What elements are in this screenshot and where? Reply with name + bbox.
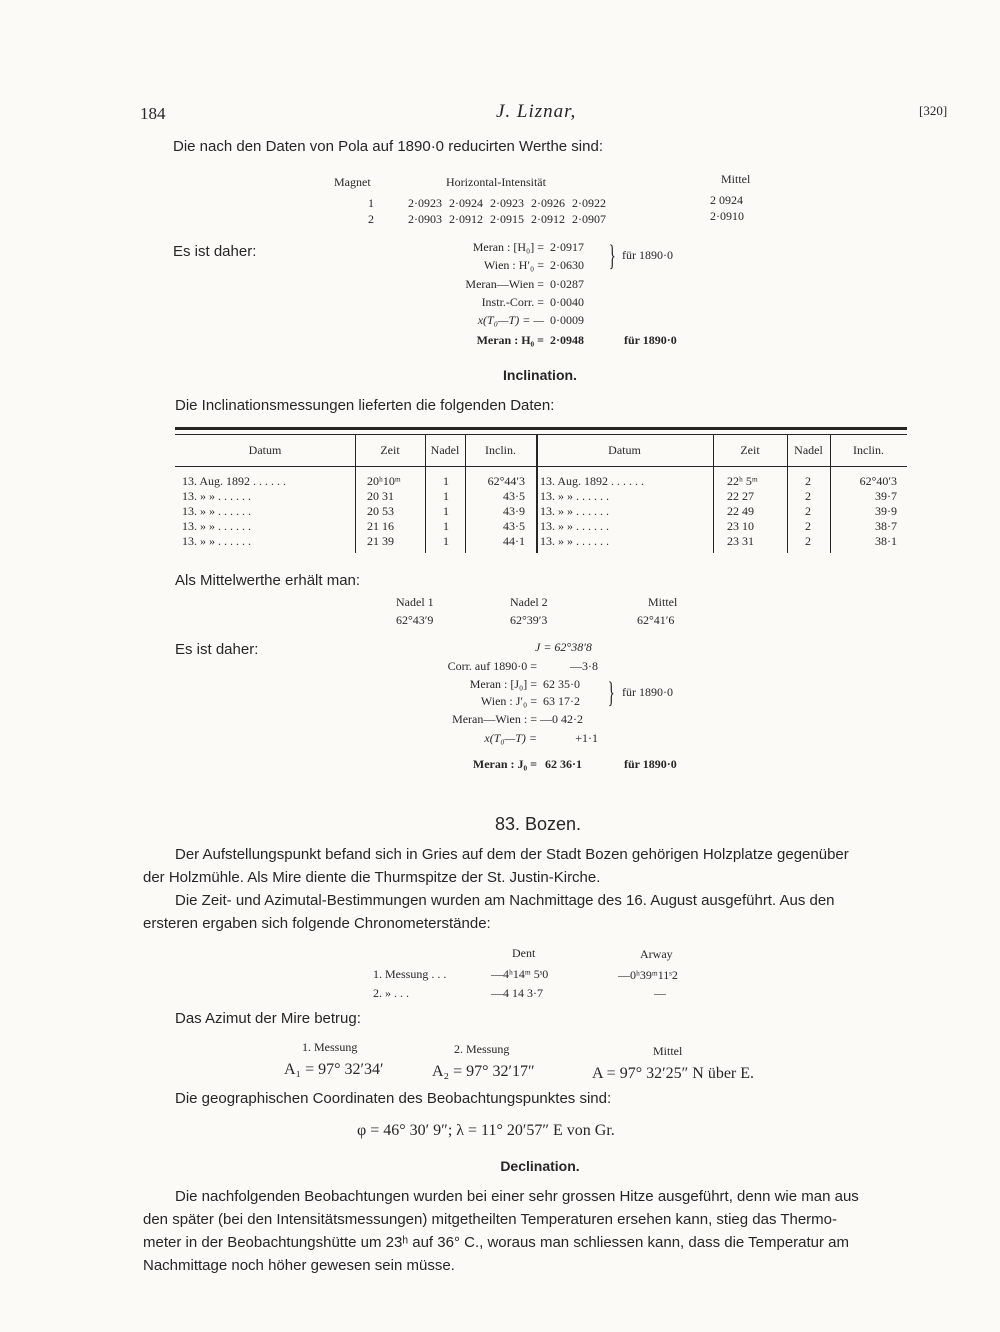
mw-h3: Mittel bbox=[648, 595, 678, 609]
h-eq-l6-rhs: 2·0948 bbox=[550, 333, 585, 347]
table-cell: 22ʰ 5ᵐ bbox=[727, 474, 758, 488]
chrono-r1-arway: —0ʰ39ᵐ11ˢ2 bbox=[618, 968, 678, 982]
table-cell: 38·1 bbox=[875, 534, 897, 548]
mittelwerthe-intro: Als Mittelwerthe erhält man: bbox=[175, 572, 361, 589]
chrono-r2-dent: —4 14 3·7 bbox=[491, 986, 543, 1000]
j-eq-brace-note: für 1890·0 bbox=[622, 685, 673, 699]
az-a1: A₁ = 97° 32′34′ bbox=[284, 1061, 384, 1078]
coords-intro: Die geographischen Coordinaten des Beobachtungspunktes sind: bbox=[175, 1090, 612, 1107]
page-number: 184 bbox=[140, 104, 166, 123]
table-cell: 2 bbox=[805, 504, 811, 518]
para3-line4: Nachmittage noch höher gewesen sein müsse. bbox=[143, 1257, 455, 1274]
j-eq-l6-rhs: +1·1 bbox=[575, 731, 598, 745]
th-inclin: Inclin. bbox=[853, 443, 884, 457]
az-h1: 1. Messung bbox=[302, 1040, 358, 1054]
table-cell: 2 bbox=[805, 474, 811, 488]
table-cell: 2 bbox=[805, 534, 811, 548]
chrono-r1-label: 1. Messung . . . bbox=[373, 967, 447, 981]
table-cell: 13. » » . . . . . . bbox=[182, 534, 251, 548]
section-heading: 83. Bozen. bbox=[495, 814, 582, 834]
chrono-r1-dent: —4ʰ14ᵐ 5ˢ0 bbox=[491, 967, 549, 981]
table-cell: 13. » » . . . . . . bbox=[540, 489, 609, 503]
table-cell: 1 bbox=[443, 534, 449, 548]
j-eq-l2-lhs: Corr. auf 1890·0 = bbox=[447, 659, 537, 673]
hi-horiz-header: Horizontal-Intensität bbox=[446, 175, 546, 189]
mw-v2: 62°39′3 bbox=[510, 613, 548, 627]
incl-intro: Die Inclinationsmessungen lieferten die folgenden Daten: bbox=[175, 397, 555, 414]
table-cell: 13. » » . . . . . . bbox=[540, 504, 609, 518]
j-eq-l4-rhs: 63 17·2 bbox=[543, 694, 580, 708]
h-eq-l6-lhs: Meran : H₀ = bbox=[476, 333, 544, 347]
h-eq-l3-rhs: 0·0287 bbox=[550, 277, 584, 291]
chrono-r2-arway: — bbox=[654, 986, 666, 1000]
h-eq-l4-lhs: Instr.-Corr. = bbox=[481, 295, 544, 309]
th-zeit: Zeit bbox=[380, 443, 400, 457]
hi-magnet-header: Magnet bbox=[334, 175, 371, 189]
table-rule bbox=[175, 434, 907, 435]
table-cell: 43·5 bbox=[503, 519, 525, 533]
table-rule bbox=[175, 466, 907, 467]
table-cell: 44·1 bbox=[503, 534, 525, 548]
coords: φ = 46° 30′ 9″; λ = 11° 20′57″ E von Gr. bbox=[357, 1122, 615, 1139]
th-datum: Datum bbox=[248, 443, 282, 457]
hi-row1-mittel: 2 0924 bbox=[710, 193, 743, 207]
table-cell: 13. » » . . . . . . bbox=[182, 504, 251, 518]
j-eq-l7-rhs: 62 36·1 bbox=[545, 757, 583, 771]
h-eq-l5-rhs: 0·0009 bbox=[550, 313, 584, 327]
j-eq-l5-lhs: Meran—Wien : = bbox=[452, 712, 537, 726]
para1-line2: der Holzmühle. Als Mire diente die Thurmspitze der St. Justin-Kirche. bbox=[143, 869, 601, 886]
mw-h1: Nadel 1 bbox=[396, 595, 434, 609]
table-cell: 21 39 bbox=[367, 534, 394, 548]
table-cell: 22 27 bbox=[727, 489, 754, 503]
table-cell: 21 16 bbox=[367, 519, 394, 533]
bracket-number: [320] bbox=[919, 103, 948, 118]
az-a3: A = 97° 32′25″ N über E. bbox=[592, 1065, 755, 1082]
j-eq-l1: J = 62°38′8 bbox=[535, 640, 592, 654]
hi-row2-mittel: 2·0910 bbox=[710, 209, 744, 223]
brace: } bbox=[608, 239, 616, 272]
table-cell: 2 bbox=[805, 489, 811, 503]
table-cell: 43·5 bbox=[503, 489, 525, 503]
table-cell: 1 bbox=[443, 489, 449, 503]
table-cell: 38·7 bbox=[875, 519, 897, 533]
h-eq-brace-note: für 1890·0 bbox=[622, 248, 673, 262]
th-nadel: Nadel bbox=[794, 443, 823, 457]
table-cell: 13. » » . . . . . . bbox=[182, 489, 251, 503]
th-inclin: Inclin. bbox=[485, 443, 516, 457]
declination-heading: Declination. bbox=[500, 1158, 580, 1174]
az-h2: 2. Messung bbox=[454, 1042, 510, 1056]
az-h3: Mittel bbox=[653, 1044, 683, 1058]
th-zeit: Zeit bbox=[740, 443, 760, 457]
table-cell: 20ʰ10ᵐ bbox=[367, 474, 401, 488]
table-cell: 13. » » . . . . . . bbox=[540, 519, 609, 533]
table-cell: 39·7 bbox=[875, 489, 897, 503]
table-cell: 13. » » . . . . . . bbox=[182, 519, 251, 533]
table-cell: 23 31 bbox=[727, 534, 754, 548]
para3-line1: Die nachfolgenden Beobachtungen wurden bei einer sehr grossen Hitze ausgeführt, denn wie man aus bbox=[175, 1188, 859, 1205]
h-eq-l2-rhs: 2·0630 bbox=[550, 258, 584, 272]
es-ist-daher-h: Es ist daher: bbox=[173, 243, 257, 260]
h-eq-l1-rhs: 2·0917 bbox=[550, 240, 584, 254]
para3-line2: den später (bei den Intensitätsmessungen) mitgetheilten Temperaturen ersehen kann, stieg das Thermo- bbox=[143, 1211, 838, 1228]
hi-row1-magnet: 1 bbox=[368, 196, 374, 210]
table-cell: 20 31 bbox=[367, 489, 394, 503]
h-eq-l4-rhs: 0·0040 bbox=[550, 295, 584, 309]
table-cell: 39·9 bbox=[875, 504, 897, 518]
az-a2: A₂ = 97° 32′17″ bbox=[432, 1063, 535, 1080]
mw-v3: 62°41′6 bbox=[637, 613, 675, 627]
table-cell: 62°44′3 bbox=[487, 474, 525, 488]
j-eq-l3-lhs: Meran : [J₀] = bbox=[469, 677, 537, 691]
para1-line1: Der Aufstellungspunkt befand sich in Gries auf dem der Stadt Bozen gehörigen Holzplatze gegenüber bbox=[175, 846, 849, 863]
j-eq-l4-lhs: Wien : J′₀ = bbox=[480, 694, 537, 708]
mw-h2: Nadel 2 bbox=[510, 595, 548, 609]
inclination-table bbox=[175, 427, 907, 553]
table-cell: 62°40′3 bbox=[859, 474, 897, 488]
h-eq-l3-lhs: Meran—Wien = bbox=[465, 277, 544, 291]
chrono-arway-header: Arway bbox=[640, 947, 673, 961]
mw-v1: 62°43′9 bbox=[396, 613, 434, 627]
h-eq-l5-lhs: x(T₀—T) = — bbox=[477, 313, 544, 327]
table-cell: 13. » » . . . . . . bbox=[540, 534, 609, 548]
hi-row2-magnet: 2 bbox=[368, 212, 374, 226]
inclination-heading: Inclination. bbox=[503, 367, 577, 383]
table-cell: 2 bbox=[805, 519, 811, 533]
j-eq-l2-rhs: —3·8 bbox=[570, 659, 598, 673]
running-author: J. Liznar, bbox=[496, 101, 577, 122]
table-cell: 1 bbox=[443, 519, 449, 533]
para2-line2: ersteren ergaben sich folgende Chronometerstände: bbox=[143, 915, 491, 932]
j-eq-l7-note: für 1890·0 bbox=[624, 757, 677, 771]
th-nadel: Nadel bbox=[430, 443, 460, 457]
azimut-intro: Das Azimut der Mire betrug: bbox=[175, 1010, 361, 1027]
table-cell: 1 bbox=[443, 474, 449, 488]
para2-line1: Die Zeit- und Azimutal-Bestimmungen wurden am Nachmittage des 16. August ausgeführt. Aus den bbox=[175, 892, 835, 909]
chrono-r2-label: 2. » . . . bbox=[373, 986, 409, 1000]
chrono-dent-header: Dent bbox=[512, 946, 536, 960]
brace: } bbox=[607, 676, 615, 709]
table-cell: 23 10 bbox=[727, 519, 754, 533]
table-cell: 43·9 bbox=[503, 504, 525, 518]
pola-intro: Die nach den Daten von Pola auf 1890·0 reducirten Werthe sind: bbox=[173, 138, 603, 155]
hi-row2-values: 2·0903 2·0912 2·0915 2·0912 2·0907 bbox=[408, 212, 606, 226]
j-eq-l3-rhs: 62 35·0 bbox=[543, 677, 580, 691]
para3-line3: meter in der Beobachtungshütte um 23ʰ auf 36° C., woraus man schliessen kann, dass die Temperatur am bbox=[143, 1234, 850, 1251]
h-eq-l2-lhs: Wien : H′₀ = bbox=[483, 258, 544, 272]
table-cell: 1 bbox=[443, 504, 449, 518]
h-eq-l1-lhs: Meran : [H₀] = bbox=[472, 240, 544, 254]
th-datum: Datum bbox=[608, 443, 641, 457]
es-ist-daher-j: Es ist daher: bbox=[175, 641, 259, 658]
j-eq-l7-lhs: Meran : J₀ = bbox=[472, 757, 537, 771]
j-eq-l5-rhs: —0 42·2 bbox=[540, 712, 583, 726]
j-eq-l6-lhs: x(T₀—T) = bbox=[484, 731, 537, 745]
hi-mittel-header: Mittel bbox=[721, 172, 751, 186]
table-cell: 22 49 bbox=[727, 504, 754, 518]
h-eq-l6-note: für 1890·0 bbox=[624, 333, 677, 347]
table-cell: 20 53 bbox=[367, 504, 394, 518]
hi-row1-values: 2·0923 2·0924 2·0923 2·0926 2·0922 bbox=[408, 196, 606, 210]
table-cell: 13. Aug. 1892 . . . . . . bbox=[182, 474, 287, 488]
table-cell: 13. Aug. 1892 . . . . . . bbox=[540, 474, 645, 488]
